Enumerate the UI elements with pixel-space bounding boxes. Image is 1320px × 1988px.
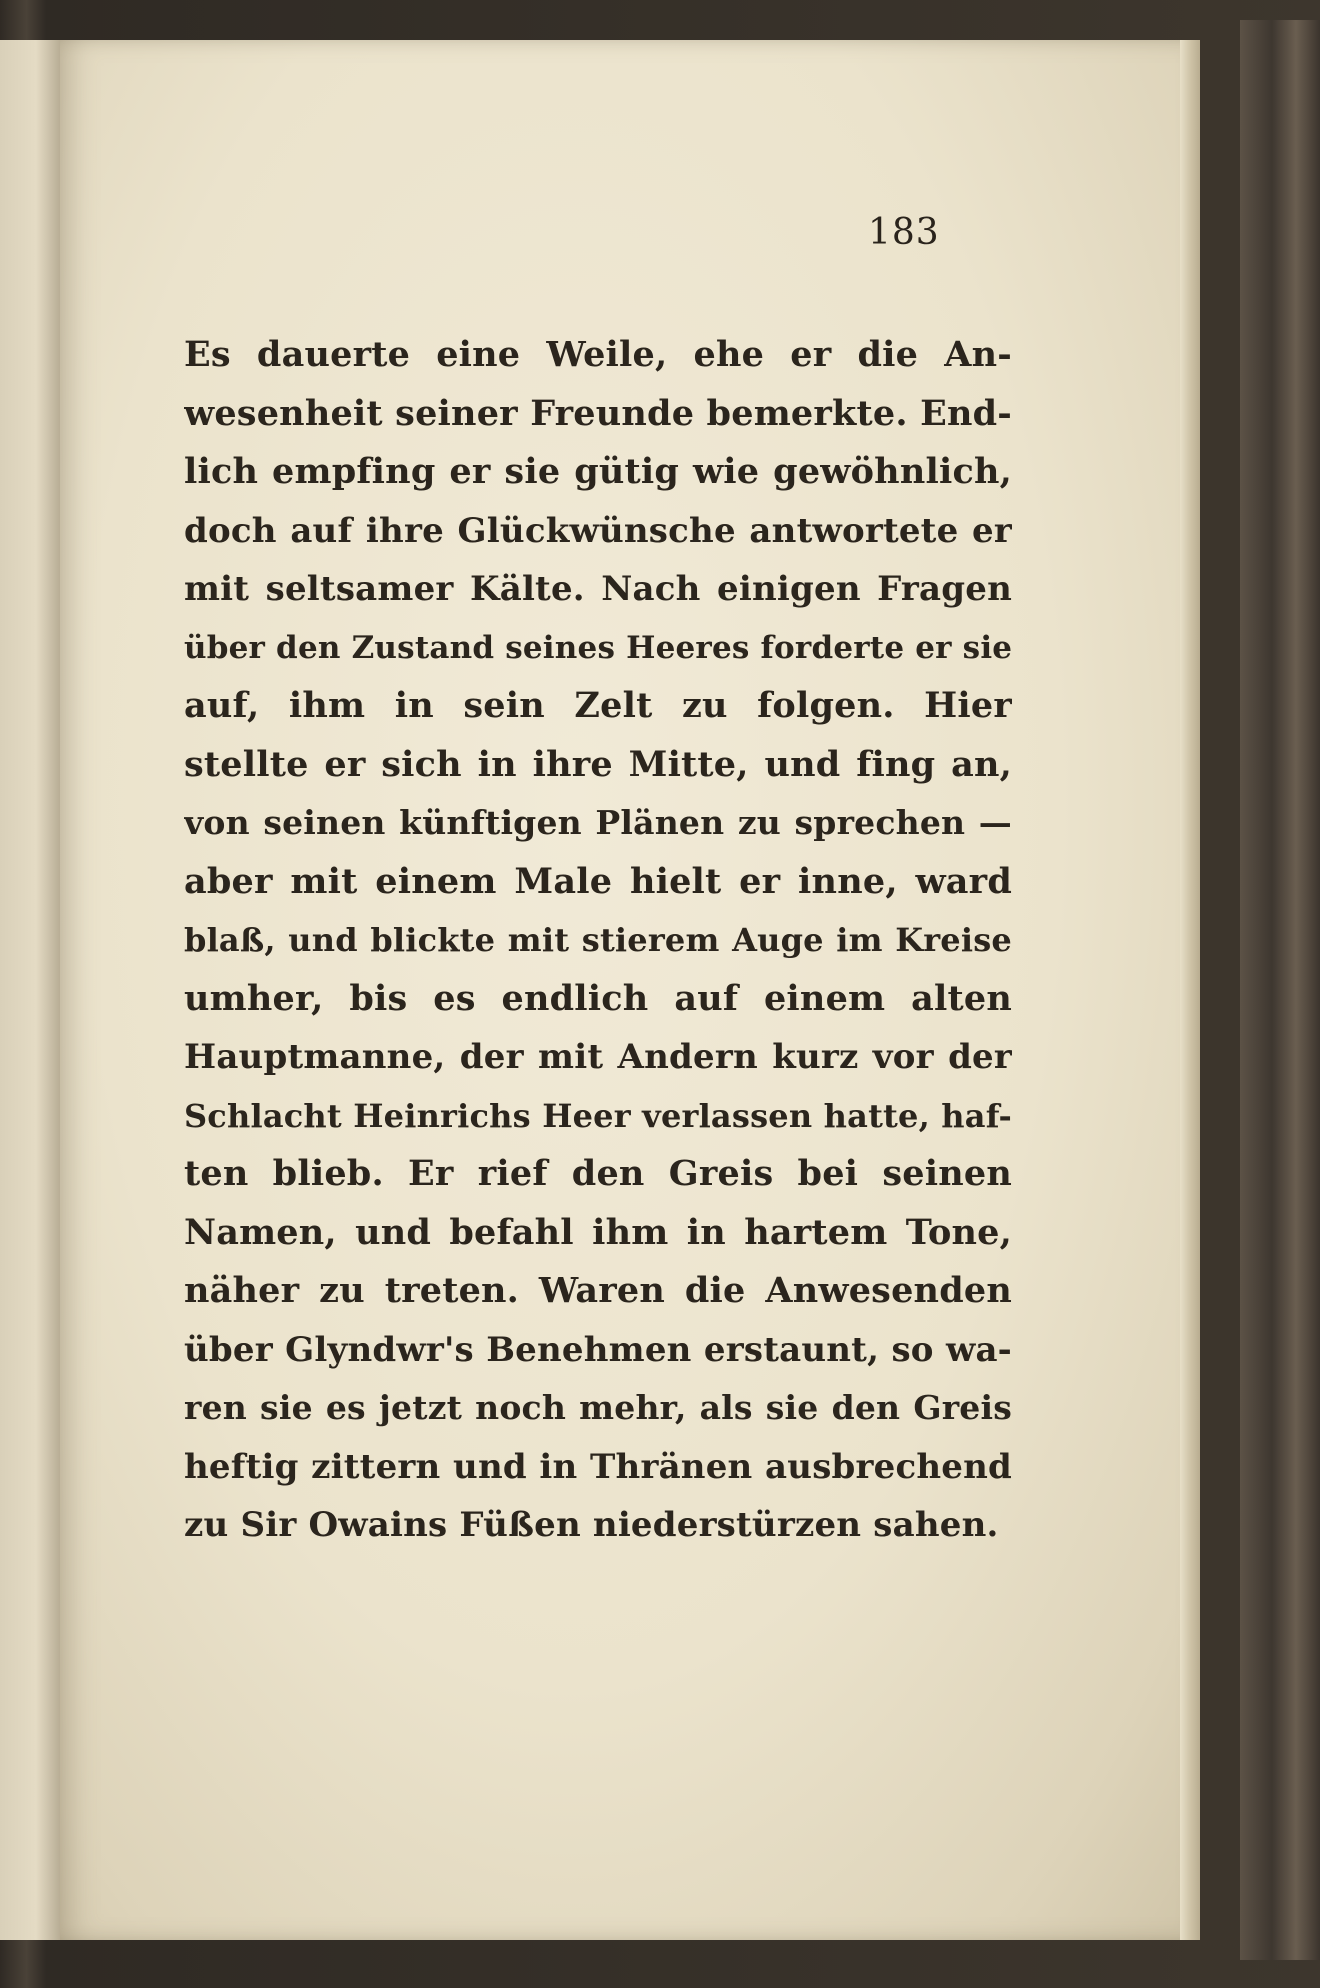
- text-line: über den Zustand seines Heeres forderte er sie: [184, 629, 1012, 666]
- text-line: über Glyndwr's Benehmen erstaunt, so wa-: [184, 1329, 1012, 1370]
- text-line: Namen, und befahl ihm in hartem Tone,: [184, 1211, 1012, 1253]
- text-line: mit seltsamer Kälte. Nach einigen Fragen: [184, 569, 1012, 609]
- text-line: Hauptmanne, der mit Andern kurz vor der: [184, 1037, 1012, 1077]
- facing-page-edge: [0, 40, 62, 1940]
- text-line: stellte er sich in ihre Mitte, und fing an,: [184, 743, 1012, 785]
- text-line: doch auf ihre Glückwünsche antwortete er: [184, 510, 1012, 551]
- book-cover-edge: [1240, 20, 1320, 1960]
- text-line: lich empfing er sie gütig wie gewöhnlich,: [184, 451, 1012, 492]
- text-line: ren sie es jetzt noch mehr, als sie den Greis: [184, 1388, 1012, 1427]
- text-line: Es dauerte eine Weile, ehe er die An-: [184, 334, 1012, 375]
- text-line: wesenheit seiner Freunde bemerkte. End-: [184, 392, 1012, 434]
- text-line: ten blieb. Er rief den Greis bei seinen: [184, 1153, 1012, 1194]
- text-line: heftig zittern und in Thränen ausbrechend: [184, 1446, 1012, 1487]
- page-number: 183: [868, 212, 940, 253]
- text-line: zu Sir Owains Füßen niederstürzen sahen.: [184, 1505, 999, 1545]
- text-line: näher zu treten. Waren die Anwesenden: [184, 1270, 1012, 1311]
- text-line: von seinen künftigen Plänen zu sprechen —: [184, 803, 1012, 842]
- book-page: [60, 40, 1200, 1940]
- text-line: umher, bis es endlich auf einem alten: [184, 977, 1012, 1019]
- text-line: blaß, und blickte mit stierem Auge im Kreise: [184, 921, 1012, 959]
- text-line: Schlacht Heinrichs Heer verlassen hatte, haf-: [184, 1096, 1012, 1135]
- body-text: [184, 326, 1012, 1555]
- text-line: aber mit einem Male hielt er inne, ward: [184, 860, 1012, 902]
- text-line: auf, ihm in sein Zelt zu folgen. Hier: [184, 685, 1012, 726]
- page-edge-shadow: [1180, 40, 1200, 1940]
